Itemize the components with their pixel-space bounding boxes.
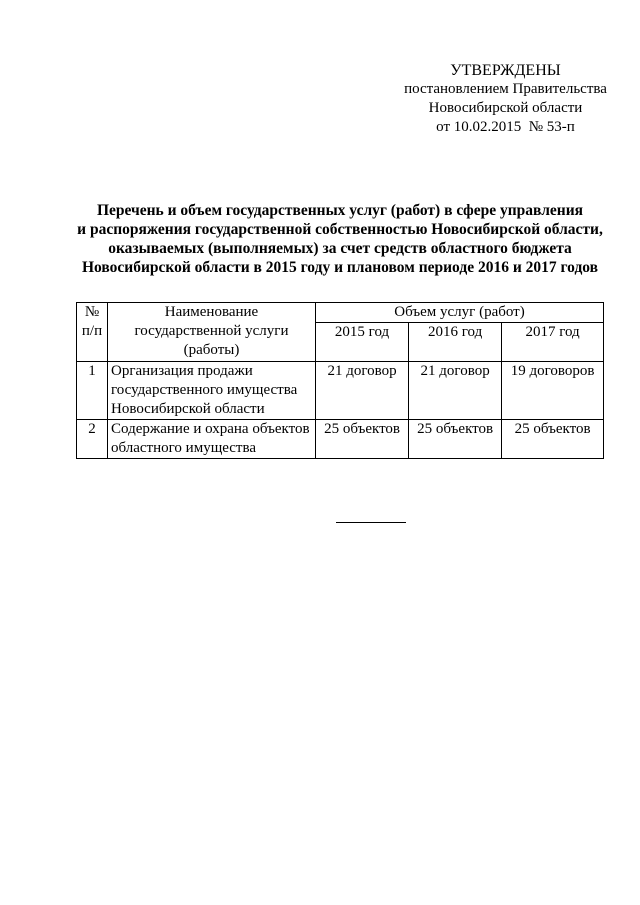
approval-block [388,61,623,137]
title-line-3: оказываемых (выполняемых) за счет средств областного бюджета [108,240,572,257]
row-number: 2 [77,420,108,459]
approval-line-1: постановлением Правительства [404,81,607,97]
row-service-name: Организация продажи государственного имущества Новосибирской области [108,362,316,420]
row-value-2015: 21 договор [316,362,409,420]
header-service-name: Наименование государственной услуги (работы) [108,303,316,362]
header-volume: Объем услуг (работ) [316,303,604,323]
services-table [76,302,604,459]
table-row [77,420,604,459]
document-title [60,201,620,277]
table-header-row [77,303,604,323]
header-year-2016: 2016 год [409,323,502,362]
header-year-2017: 2017 год [502,323,604,362]
row-number: 1 [77,362,108,420]
header-year-2015: 2015 год [316,323,409,362]
row-value-2016: 25 объектов [409,420,502,459]
approval-line-3: от 10.02.2015 № 53-п [436,119,575,135]
row-service-name: Содержание и охрана объектов областного имущества [108,420,316,459]
approval-line-2: Новосибирской области [428,100,583,116]
approval-heading: УТВЕРЖДЕНЫ [450,62,561,79]
title-line-4: Новосибирской области в 2015 году и плановом периоде 2016 и 2017 годов [81,259,599,276]
title-line-2: и распоряжения государственной собственностью Новосибирской области, [77,221,603,238]
row-value-2016: 21 договор [409,362,502,420]
row-value-2015: 25 объектов [316,420,409,459]
row-value-2017: 19 договоров [502,362,604,420]
title-line-1: Перечень и объем государственных услуг (работ) в сфере управления [96,202,584,219]
table-row [77,362,604,420]
row-value-2017: 25 объектов [502,420,604,459]
header-number: № п/п [77,303,108,362]
end-divider-line [336,522,406,523]
